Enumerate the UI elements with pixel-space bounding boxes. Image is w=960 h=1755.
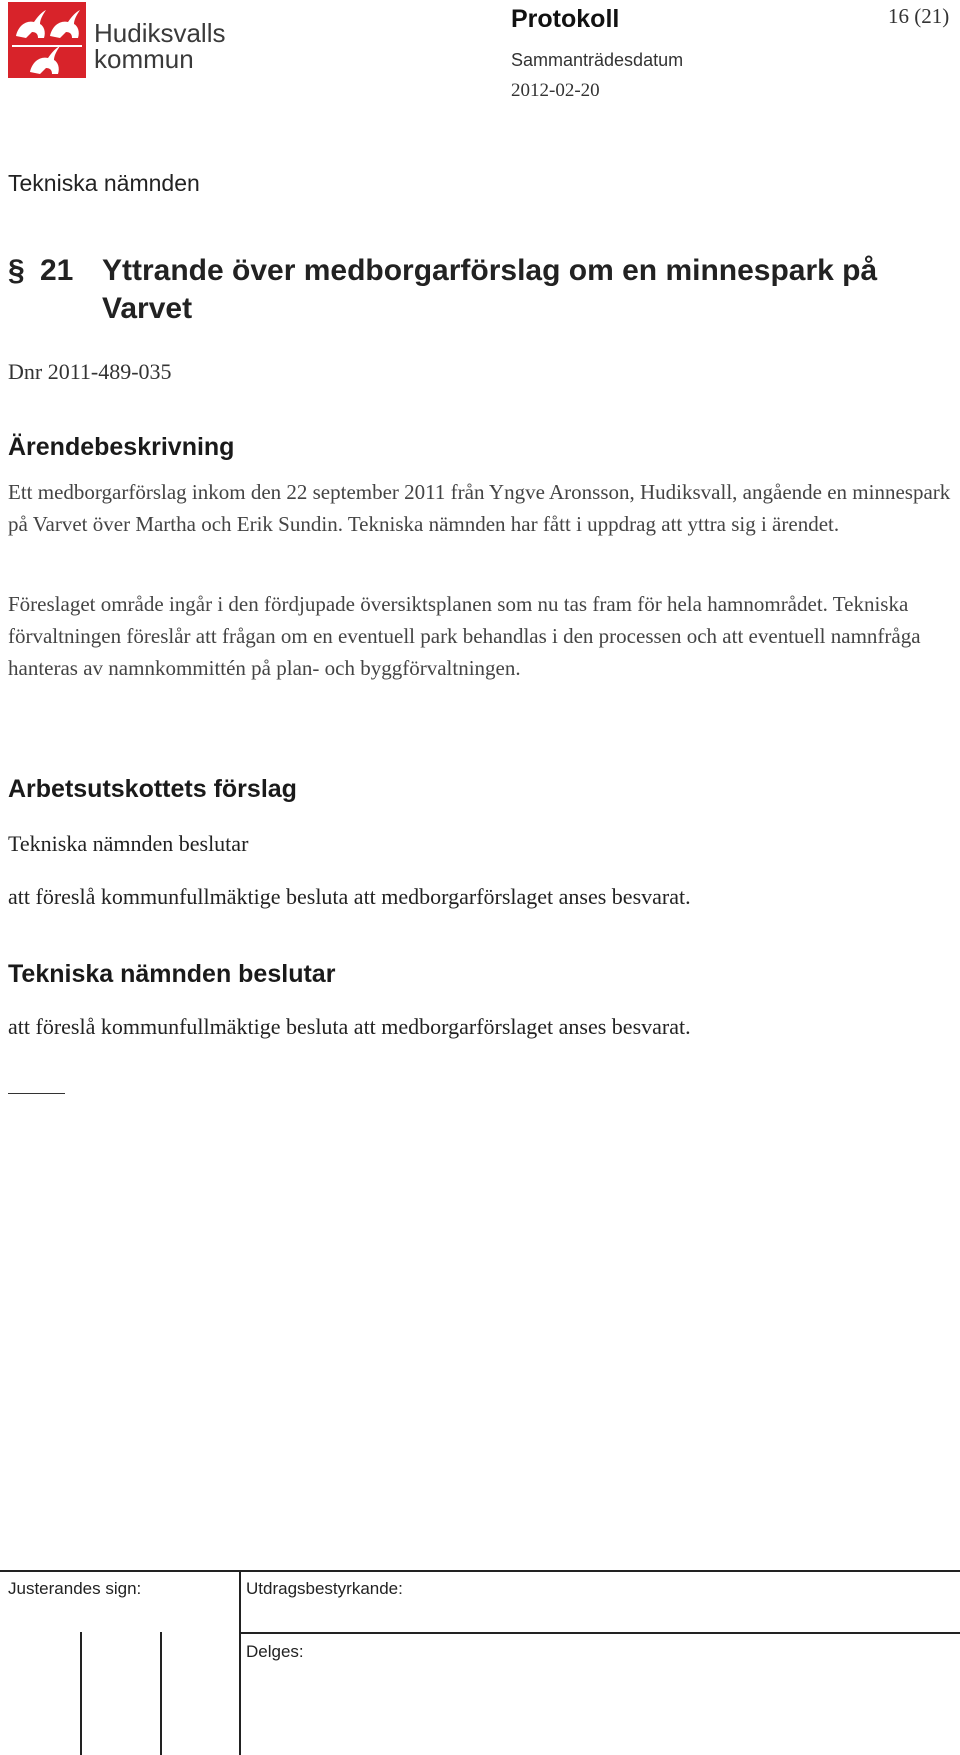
footer-sign-divider-2 [160,1632,162,1755]
footer-top-border [0,1570,960,1572]
beslut-line1: att föreslå kommunfullmäktige besluta att medborgarförslaget anses besvarat. [8,1014,691,1039]
document-type: Protokoll [511,5,620,33]
paragraph-arende-2: Föreslaget område ingår i den fördjupade översiktsplanen som nu tas fram för hela hamnområdet. Tekniska förvaltningen föreslår att frågan om en eventuell park behandlas i den processen och att eventuell namnfråga hanteras av namnkommittén på plan- och byggförvaltningen. [8,592,921,680]
footer-sign-divider-1 [80,1632,82,1755]
paragraph-symbol: § [8,254,25,287]
au-forslag-line1: Tekniska nämnden beslutar [8,831,249,856]
footer-delges-border [239,1632,960,1634]
justerandes-sign-label: Justerandes sign: [8,1579,142,1598]
heading-au-forslag: Arbetsutskottets förslag [8,775,297,803]
kommun-logo [8,2,258,78]
goat-emblem-icon [8,2,86,78]
heading-beslut: Tekniska nämnden beslutar [8,960,336,988]
utdragsbestyrkande-label: Utdragsbestyrkande: [246,1579,403,1598]
au-forslag-line2: att föreslå kommunfullmäktige besluta att medborgarförslaget anses besvarat. [8,884,691,909]
section-number: 21 [40,254,74,287]
committee-name: Tekniska nämnden [8,170,200,196]
heading-arendebeskrivning: Ärendebeskrivning [8,433,235,461]
logo-text-kommun: kommun [94,44,194,74]
logo-text-hudiksvalls: Hudiksvalls [94,18,226,48]
delges-label: Delges: [246,1642,304,1661]
meeting-date-label: Sammanträdesdatum [511,50,684,70]
page-number: 16 (21) [888,4,950,28]
paragraph-arende-1: Ett medborgarförslag inkom den 22 september 2011 från Yngve Aronsson, Hudiksvall, angående en minnespark på Varvet över Martha och Erik Sundin. Tekniska nämnden har fått i uppdrag att yttra sig i ärendet. [8,480,951,536]
end-rule [8,1093,65,1094]
meeting-date: 2012-02-20 [511,80,600,101]
section-title: Yttrande över medborgarförslag om en minnespark på Varvet [102,254,878,325]
footer-divider-main [239,1570,241,1755]
dnr: Dnr 2011-489-035 [8,359,172,384]
